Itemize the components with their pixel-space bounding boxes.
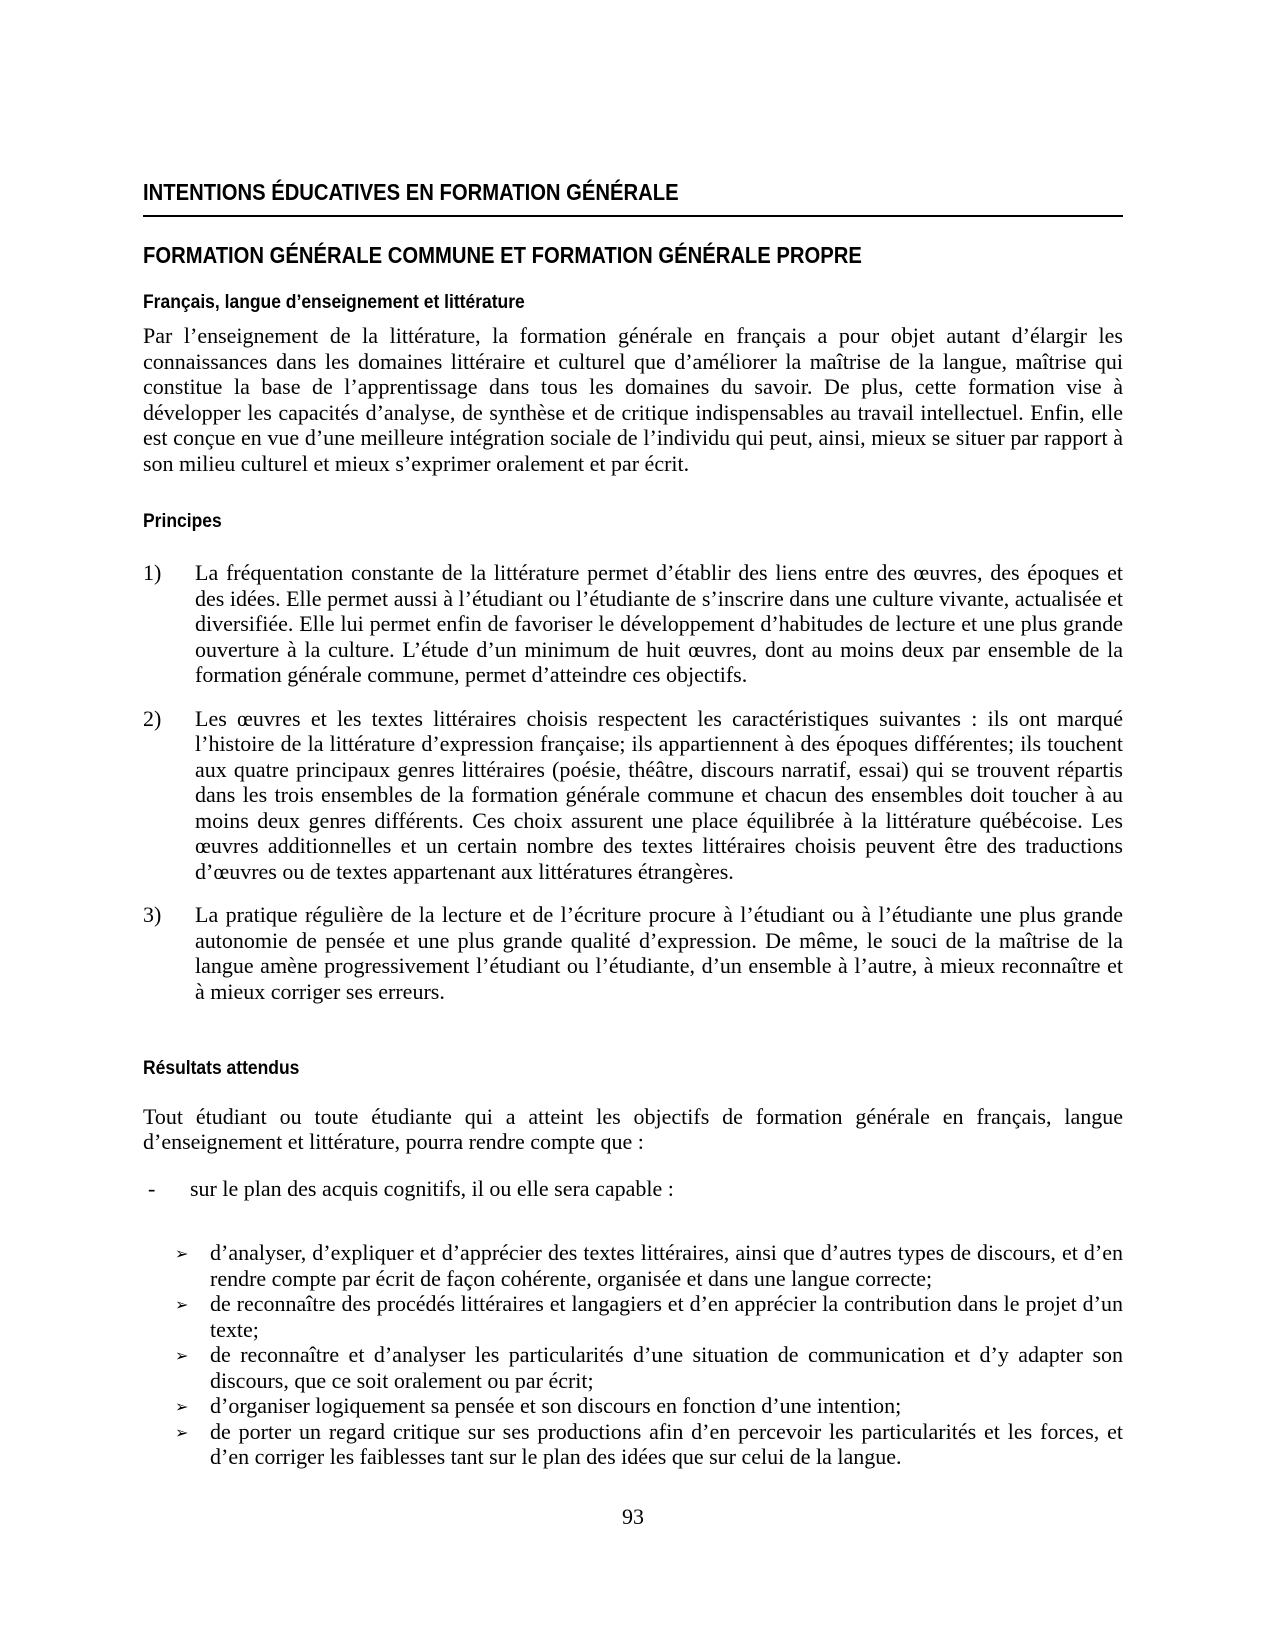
- principle-item-1-text: La fréquentation constante de la littérature permet d’établir des liens entre des œuvres, des époques et des idées. Elle permet aussi à l’étudiant ou l’étudiante de s’inscrire dans une culture vivante, actualisée et diversifiée. Elle lui permet enfin de favoriser le développement d’habitudes de lecture et une plus grande ouverture à la culture. L’étude d’un minimum de huit œuvres, dont au moins deux par ensemble de la formation générale commune, permet d’atteindre ces objectifs.: [195, 560, 1123, 688]
- capability-item-1: [175, 1240, 1123, 1291]
- discipline-heading-text: Français, langue d’enseignement et littérature: [143, 292, 525, 314]
- principle-item-1-number: 1): [143, 560, 162, 586]
- discipline-intro-paragraph: Par l’enseignement de la littérature, la formation générale en français a pour objet autant d’élargir les connaissances dans les domaines littéraire et culturel que d’améliorer la maîtrise de la langue, maîtrise qui constitue la base de l’apprentissage dans tous les domaines du savoir. De plus, cette formation vise à développer les capacités d’analyse, de synthèse et de critique indispensables au travail intellectuel. Enfin, elle est conçue en vue d’une meilleure intégration sociale de l’individu qui peut, ainsi, mieux se situer par rapport à son milieu culturel et mieux s’exprimer oralement et par écrit.: [143, 323, 1123, 476]
- cognitive-skills-item-text: sur le plan des acquis cognitifs, il ou elle sera capable :: [190, 1175, 674, 1201]
- principle-item-3-text: La pratique régulière de la lecture et de l’écriture procure à l’étudiant ou à l’étudiante une plus grande autonomie de pensée et une plus grande qualité d’expression. De même, le souci de la maîtrise de la langue amène progressivement l’étudiant ou l’étudiante, d’un ensemble à l’autre, à mieux reconnaître et à mieux corriger ses erreurs.: [195, 902, 1123, 1004]
- arrow-bullet-icon: ➢: [175, 1244, 189, 1264]
- principles-heading-text: Principes: [143, 511, 222, 533]
- capabilities-list: [175, 1240, 1123, 1470]
- capability-item-1-text: d’analyser, d’expliquer et d’apprécier des textes littéraires, ainsi que d’autres types de discours, et d’en rendre compte par écrit de façon cohérente, organisée et dans une langue correcte;: [210, 1240, 1123, 1291]
- capability-item-3-text: de reconnaître et d’analyser les particularités d’une situation de communication et d’y adapter son discours, que ce soit oralement ou par écrit;: [210, 1342, 1123, 1393]
- results-heading: [143, 1059, 1123, 1080]
- cognitive-skills-item: [143, 1176, 1123, 1202]
- arrow-bullet-icon: ➢: [175, 1346, 189, 1366]
- principle-item-2: [143, 706, 1123, 885]
- arrow-bullet-icon: ➢: [175, 1422, 189, 1442]
- results-heading-text: Résultats attendus: [143, 1058, 300, 1080]
- page-title-text: INTENTIONS ÉDUCATIVES EN FORMATION GÉNÉRALE: [143, 179, 679, 205]
- section-subtitle-text: FORMATION GÉNÉRALE COMMUNE ET FORMATION GÉNÉRALE PROPRE: [143, 242, 862, 269]
- capability-item-4-text: d’organiser logiquement sa pensée et son discours en fonction d’une intention;: [210, 1393, 902, 1419]
- capability-item-2-text: de reconnaître des procédés littéraires et langagiers et d’en apprécier la contribution dans le projet d’un texte;: [210, 1291, 1123, 1342]
- principle-item-3: [143, 902, 1123, 1004]
- discipline-heading: [143, 293, 1123, 314]
- page-title: [143, 180, 1123, 217]
- arrow-bullet-icon: ➢: [175, 1295, 189, 1315]
- section-subtitle: [143, 243, 1123, 267]
- principle-item-2-text: Les œuvres et les textes littéraires choisis respectent les caractéristiques suivantes : ils ont marqué l’histoire de la littérature d’expression française; ils appartiennent à des époques différentes; ils touchent aux quatre principaux genres littéraires (poésie, théâtre, discours narratif, essai) qui se trouvent répartis dans les trois ensembles de la formation générale commune et chacun des ensembles doit toucher à au moins deux genres différents. Ces choix assurent une place équilibrée à la littérature québécoise. Les œuvres additionnelles et un certain nombre des textes littéraires choisis peuvent être des traductions d’œuvres ou de textes appartenant aux littératures étrangères.: [195, 705, 1123, 884]
- principle-item-3-number: 3): [143, 902, 162, 928]
- principles-heading: [143, 512, 1123, 533]
- principle-item-2-number: 2): [143, 705, 162, 731]
- results-intro-paragraph: Tout étudiant ou toute étudiante qui a atteint les objectifs de formation générale en français, langue d’enseignement et littérature, pourra rendre compte que :: [143, 1103, 1123, 1155]
- capability-item-5: [175, 1419, 1123, 1470]
- principle-item-1: [143, 560, 1123, 688]
- capability-item-2: [175, 1291, 1123, 1342]
- capability-item-4: [175, 1393, 1123, 1419]
- page-number: 93: [622, 1504, 644, 1529]
- capability-item-5-text: de porter un regard critique sur ses productions afin d’en percevoir les particularités et les forces, et d’en corriger les faiblesses tant sur le plan des idées que sur celui de la langue.: [210, 1418, 1123, 1470]
- principles-list: [143, 560, 1123, 1004]
- capability-item-3: [175, 1342, 1123, 1393]
- arrow-bullet-icon: ➢: [175, 1397, 189, 1417]
- dash-bullet: -: [148, 1175, 156, 1201]
